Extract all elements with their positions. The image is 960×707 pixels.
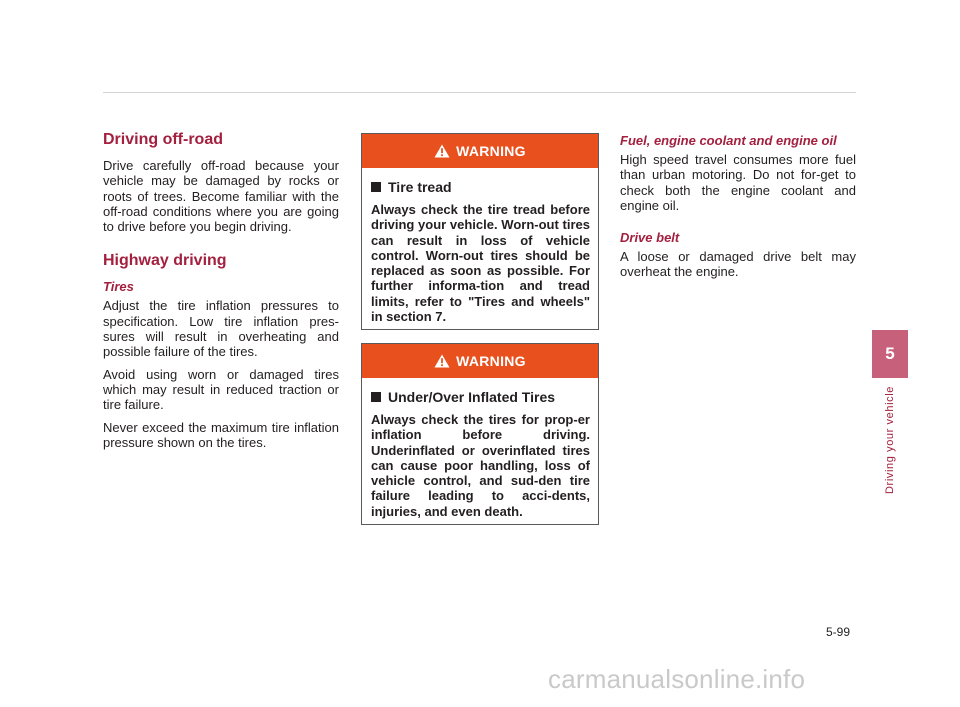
subheading-fuel-coolant-oil: Fuel, engine coolant and engine oil	[620, 133, 837, 148]
warning-triangle-icon	[434, 354, 450, 368]
heading-driving-off-road: Driving off-road	[103, 131, 223, 148]
warning-triangle-icon	[434, 144, 450, 158]
subheading-drive-belt: Drive belt	[620, 230, 680, 246]
tires-paragraph-3: Never exceed the maximum tire inflation pressure shown on the tires.	[103, 419, 339, 450]
tires-paragraph-1: Adjust the tire inflation pressures to specification. Low tire inflation pres-sures will result in overheating and possible failure of the tires.	[103, 298, 339, 360]
section-tab: 5	[872, 330, 908, 378]
warning-text: Always check the tire tread before driving your vehicle. Worn-out tires can result in loss of vehicle control. Worn-out tires should be replaced as soon as possible. For further informa-tion and tread limits, refer to "Tires and wheels" in section 7.	[371, 202, 590, 325]
warning-title: Under/Over Inflated Tires	[388, 389, 556, 405]
section-label: Driving your vehicle	[884, 386, 896, 494]
right-column	[620, 130, 856, 287]
tires-paragraph-2: Avoid using worn or damaged tires which may result in reduced traction or tire failure.	[103, 366, 339, 413]
warning-title: Tire tread	[388, 179, 452, 195]
watermark: carmanualsonline.info	[548, 664, 806, 694]
warning-label: WARNING	[456, 143, 526, 159]
subheading-tires: Tires	[103, 279, 134, 295]
header-rule	[103, 92, 856, 93]
left-column	[103, 130, 339, 457]
warning-box-inflated-tires	[361, 343, 599, 525]
drive-belt-paragraph: A loose or damaged drive belt may overheat the engine.	[620, 249, 856, 280]
square-bullet-icon	[371, 182, 381, 192]
square-bullet-icon	[371, 392, 381, 402]
warning-text: Always check the tires for prop-er inflation before driving. Underinflated or overinflated tires can cause poor handling, loss of vehicle control, and sud-den tire failure leading to acci-dents, injuries, and even death.	[371, 412, 590, 519]
warning-header	[362, 134, 598, 168]
offroad-paragraph: Drive carefully off-road because your vehicle may be damaged by rocks or roots of trees. Become familiar with the off-road conditions where you are going to drive before you begin driving.	[103, 158, 339, 235]
warning-label: WARNING	[456, 353, 526, 369]
fuel-paragraph: High speed travel consumes more fuel than urban motoring. Do not for-get to check both the engine coolant and engine oil.	[620, 152, 856, 213]
page-number: 5-99	[826, 625, 851, 639]
warning-header	[362, 344, 598, 378]
warning-box-tire-tread	[361, 133, 599, 330]
heading-highway-driving: Highway driving	[103, 252, 227, 270]
